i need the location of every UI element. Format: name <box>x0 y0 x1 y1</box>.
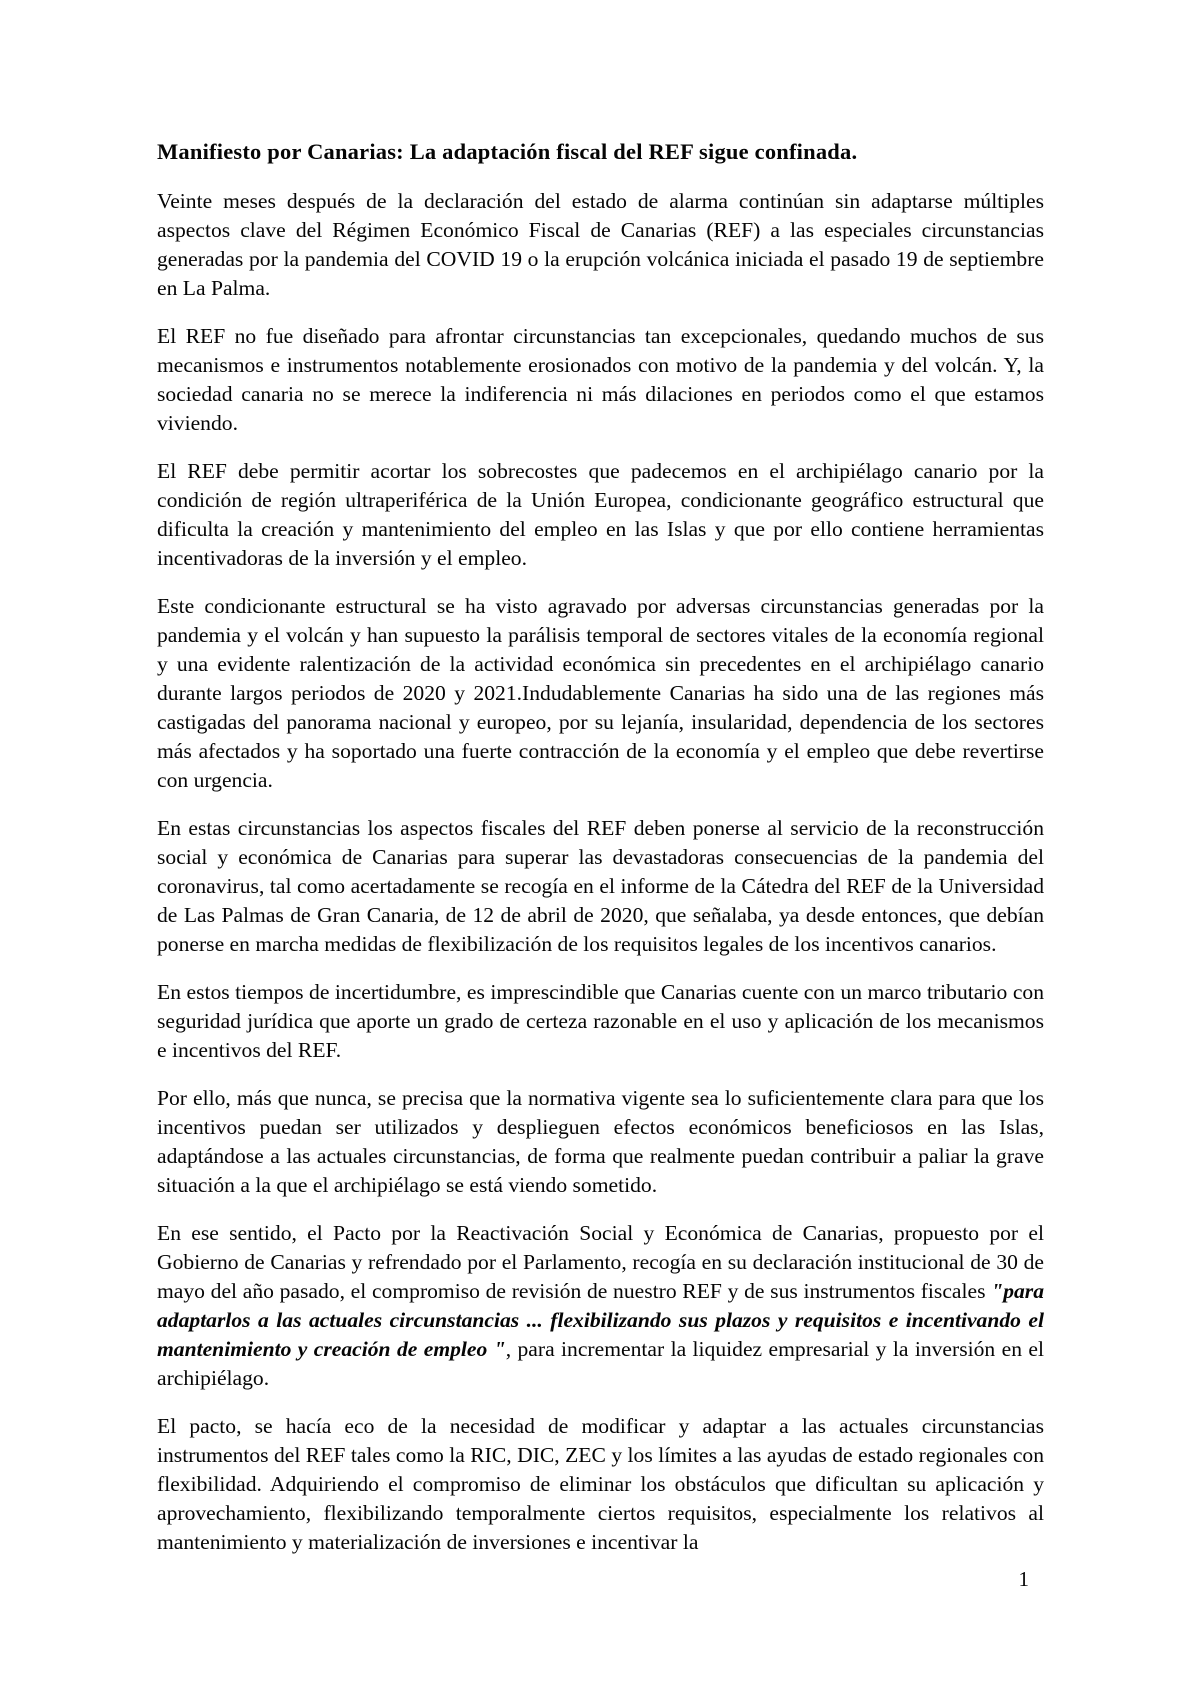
paragraph-8-run-quote: "para adaptarlos a las actuales circunstancias ... flexibilizando sus plazos y requisitos e incentivando el mantenimiento y creación de empleo " <box>157 1279 1044 1361</box>
paragraph-8-run-normal-2: , para incrementar la liquidez empresarial y la inversión en el archipiélago. <box>157 1337 1044 1390</box>
paragraph-1: Veinte meses después de la declaración del estado de alarma continúan sin adaptarse múltiples aspectos clave del Régimen Económico Fiscal de Canarias (REF) a las especiales circunstancias generadas por la pandemia del COVID 19 o la erupción volcánica iniciada el pasado 19 de septiembre en La Palma. <box>157 189 1044 300</box>
paragraph-3: El REF debe permitir acortar los sobrecostes que padecemos en el archipiélago canario por la condición de región ultraperiférica de la Unión Europea, condicionante geográfico estructural que dificulta la creación y mantenimiento del empleo en las Islas y que por ello contiene herramientas incentivadoras de la inversión y el empleo. <box>157 459 1044 570</box>
page-number: 1 <box>1018 1567 1029 1591</box>
document-title: Manifiesto por Canarias: La adaptación fiscal del REF sigue confinada. <box>157 139 858 164</box>
paragraph-2: El REF no fue diseñado para afrontar circunstancias tan excepcionales, quedando muchos de sus mecanismos e instrumentos notablemente erosionados con motivo de la pandemia y del volcán. Y, la sociedad canaria no se merece la indiferencia ni más dilaciones en periodos como el que estamos viviendo. <box>157 324 1044 435</box>
paragraph-6: En estos tiempos de incertidumbre, es imprescindible que Canarias cuente con un marco tributario con seguridad jurídica que aporte un grado de certeza razonable en el uso y aplicación de los mecanismos e incentivos del REF. <box>157 980 1044 1062</box>
paragraph-5: En estas circunstancias los aspectos fiscales del REF deben ponerse al servicio de la reconstrucción social y económica de Canarias para superar las devastadoras consecuencias de la pandemia del coronavirus, tal como acertadamente se recogía en el informe de la Cátedra del REF de la Universidad de Las Palmas de Gran Canaria, de 12 de abril de 2020, que señalaba, ya desde entonces, que debían ponerse en marcha medidas de flexibilización de los requisitos legales de los incentivos canarios. <box>157 816 1044 956</box>
document-body <box>157 137 1044 1557</box>
paragraph-8-run-normal-1: En ese sentido, el Pacto por la Reactivación Social y Económica de Canarias, propuesto por el Gobierno de Canarias y refrendado por el Parlamento, recogía en su declaración institucional de 30 de mayo del año pasado, el compromiso de revisión de nuestro REF y de sus instrumentos fiscales <box>157 1221 1044 1303</box>
paragraph-4: Este condicionante estructural se ha visto agravado por adversas circunstancias generadas por la pandemia y el volcán y han supuesto la parálisis temporal de sectores vitales de la economía regional y una evidente ralentización de la actividad económica sin precedentes en el archipiélago canario durante largos periodos de 2020 y 2021.Indudablemente Canarias ha sido una de las regiones más castigadas del panorama nacional y europeo, por su lejanía, insularidad, dependencia de los sectores más afectados y ha soportado una fuerte contracción de la economía y el empleo que debe revertirse con urgencia. <box>157 594 1044 792</box>
paragraph-7: Por ello, más que nunca, se precisa que la normativa vigente sea lo suficientemente clara para que los incentivos puedan ser utilizados y desplieguen efectos económicos beneficiosos en las Islas, adaptándose a las actuales circunstancias, de forma que realmente puedan contribuir a paliar la grave situación a la que el archipiélago se está viendo sometido. <box>157 1086 1044 1197</box>
paragraph-9: El pacto, se hacía eco de la necesidad de modificar y adaptar a las actuales circunstancias instrumentos del REF tales como la RIC, DIC, ZEC y los límites a las ayudas de estado regionales con flexibilidad. Adquiriendo el compromiso de eliminar los obstáculos que dificultan su aplicación y aprovechamiento, flexibilizando temporalmente ciertos requisitos, especialmente los relativos al mantenimiento y materialización de inversiones e incentivar la <box>157 1414 1044 1554</box>
paragraph-8 <box>157 1219 1044 1393</box>
